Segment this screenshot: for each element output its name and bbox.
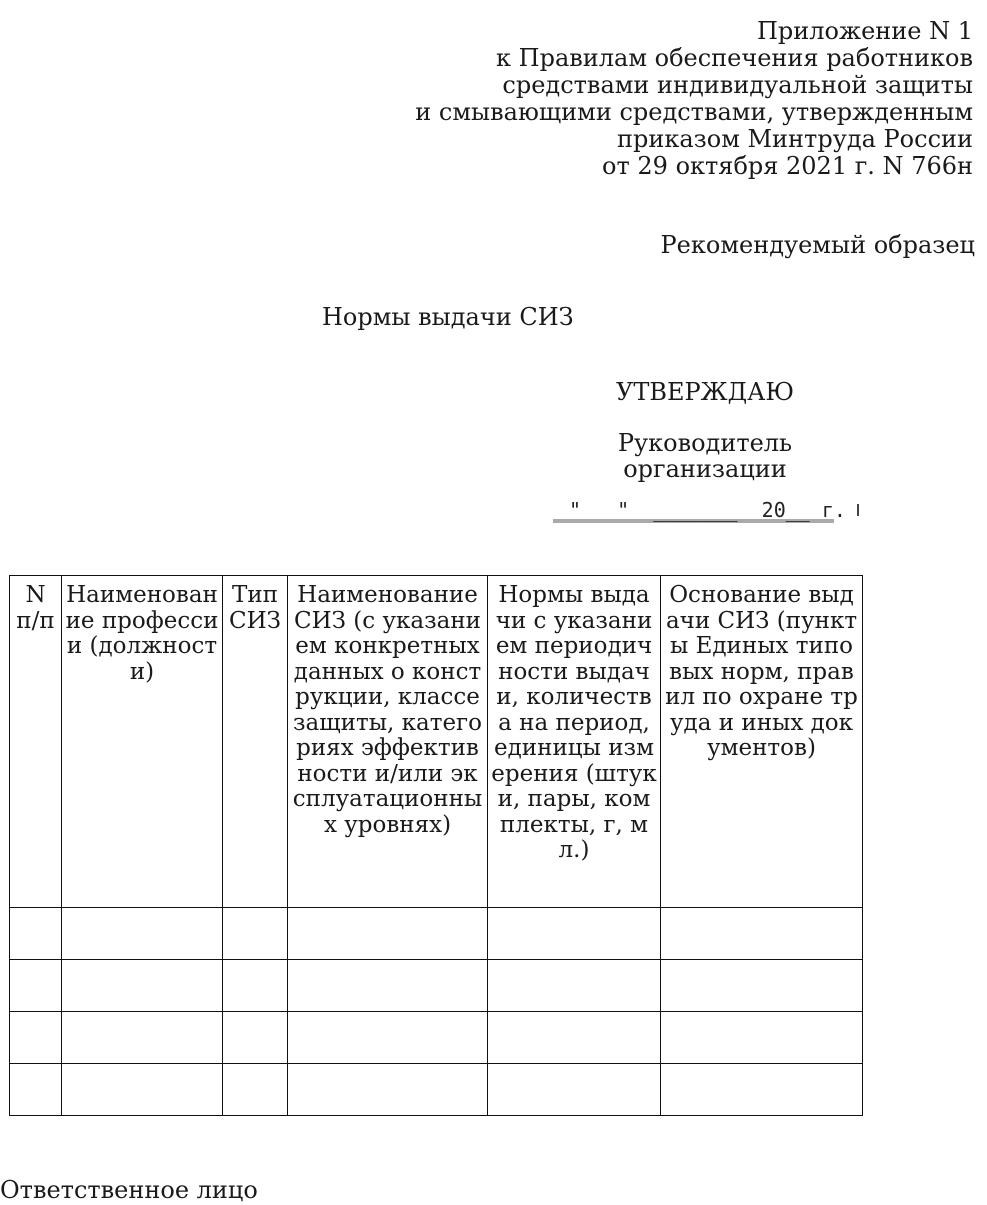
table-cell[interactable]: [223, 1012, 288, 1064]
table-cell[interactable]: [223, 960, 288, 1012]
annex-line: к Правилам обеспечения работников: [496, 44, 973, 72]
header-ppe-type: Тип СИЗ: [223, 576, 288, 908]
table-cell[interactable]: [288, 1012, 488, 1064]
table-cell[interactable]: [488, 1064, 661, 1116]
approver-title: [560, 430, 850, 482]
approval-date-line: [553, 498, 862, 524]
table-cell[interactable]: [10, 1012, 62, 1064]
table-cell[interactable]: [488, 908, 661, 960]
table-cell[interactable]: [223, 908, 288, 960]
table-row: [10, 1012, 863, 1064]
table-row: [10, 960, 863, 1012]
approval-word: УТВЕРЖДАЮ: [616, 378, 794, 406]
table-row: [10, 908, 863, 960]
approver-title-line: Руководитель: [617, 429, 793, 457]
table-cell[interactable]: [288, 908, 488, 960]
annex-line: и смывающими средствами, утвержденным: [415, 98, 973, 126]
table-cell[interactable]: [661, 960, 863, 1012]
header-profession: Наименование профессии (должности): [62, 576, 223, 908]
table-cell[interactable]: [62, 1012, 223, 1064]
approval-date-text: " " _______ 20__ г.: [569, 498, 846, 522]
header-ppe-name: Наименование СИЗ (с указанием конкретных данных о конструкции, классе защиты, категориях эффективности и/или эксплуатационных уровнях): [288, 576, 488, 908]
header-number: N п/п: [10, 576, 62, 908]
table-cell[interactable]: [10, 960, 62, 1012]
table-cell[interactable]: [661, 1064, 863, 1116]
table-cell[interactable]: [488, 960, 661, 1012]
table-cell[interactable]: [223, 1064, 288, 1116]
ppe-norms-table: [9, 575, 863, 1116]
table-cell[interactable]: [10, 908, 62, 960]
annex-line: приказом Минтруда России: [616, 125, 973, 153]
approver-title-line: организации: [623, 455, 787, 483]
document-title: Нормы выдачи СИЗ: [322, 303, 574, 331]
header-issue-basis: Основание выдачи СИЗ (пункты Единых типовых норм, правил по охране труда и иных документов): [661, 576, 863, 908]
date-line-end-mark: [857, 504, 859, 516]
annex-reference: [353, 18, 973, 180]
table-cell[interactable]: [661, 908, 863, 960]
table-header-row: [10, 576, 863, 908]
table-cell[interactable]: [488, 1012, 661, 1064]
annex-line: от 29 октября 2021 г. N 766н: [602, 152, 973, 180]
recommended-sample-label: Рекомендуемый образец: [660, 231, 975, 259]
table-cell[interactable]: [288, 960, 488, 1012]
table-cell[interactable]: [62, 1064, 223, 1116]
table-cell[interactable]: [62, 908, 223, 960]
table-cell[interactable]: [62, 960, 223, 1012]
annex-line: средствами индивидуальной защиты: [502, 71, 973, 99]
table-cell[interactable]: [10, 1064, 62, 1116]
responsible-person-label: Ответственное лицо: [0, 1176, 258, 1204]
table-cell[interactable]: [288, 1064, 488, 1116]
table-cell[interactable]: [661, 1012, 863, 1064]
table-row: [10, 1064, 863, 1116]
annex-line: Приложение N 1: [757, 17, 973, 45]
header-issue-norms: Нормы выдачи с указанием периодичности выдачи, количества на период, единицы измерения (штуки, пары, комплекты, г, мл.): [488, 576, 661, 908]
